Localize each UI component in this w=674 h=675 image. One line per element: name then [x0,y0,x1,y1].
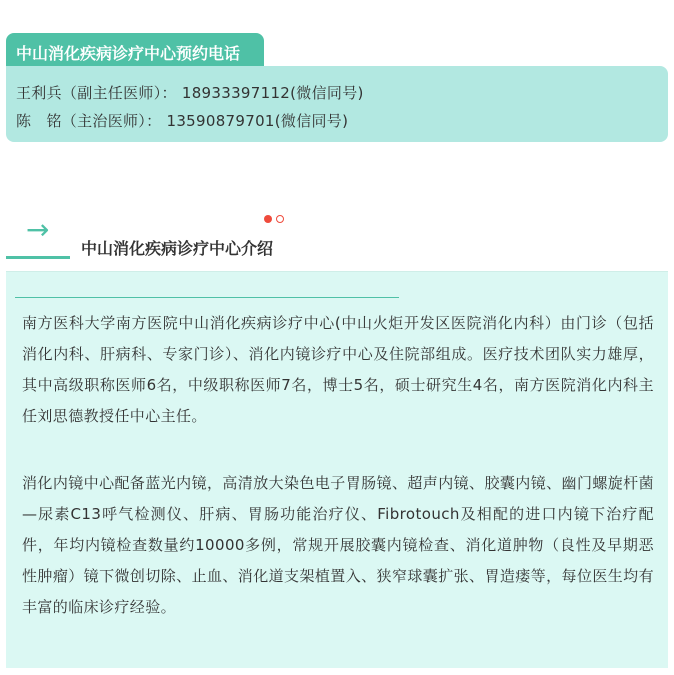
arrow-right-icon: → [26,213,50,246]
intro-paragraph-2: 消化内镜中心配备蓝光内镜，高清放大染色电子胃肠镜、超声内镜、胶囊内镜、幽门螺旋杆菌—尿素C13呼气检测仪、肝病、胃肠功能治疗仪、Fibrotouch及相配的进口内镜下治疗配件，年均内镜检查数量约10000多例，常规开展胶囊内镜检查、消化道肿物（良性及早期恶性肿瘤）镜下微创切除、止血、消化道支架植置入、狭窄球囊扩张、胃造瘘等，每位医生均有丰富的临床诊疗经验。 [22,474,654,616]
intro-box [6,271,668,668]
contact-box [6,66,668,142]
carousel-dot-active-icon [264,215,272,223]
contact-title-tab [6,33,264,67]
contact-line-wang: 王利兵（副主任医师）： 18933397112(微信同号) [16,84,364,102]
contact-line-chen: 陈 铭（主治医师）： 13590879701(微信同号) [16,112,349,130]
intro-divider [15,297,399,298]
contact-title: 中山消化疾病诊疗中心预约电话 [16,44,241,63]
intro-paragraph-1: 南方医科大学南方医院中山消化疾病诊疗中心(中山火炬开发区医院消化内科）由门诊（包括消化内科、肝病科、专家门诊）、消化内镜诊疗中心及住院部组成。医疗技术团队实力雄厚，其中高级职称医师6名，中级职称医师7名，博士5名，硕士研究生4名，南方医院消化内科主任刘思德教授任中心主任。 [22,314,654,425]
intro-title: 中山消化疾病诊疗中心介绍 [81,239,274,258]
arrow-underline [6,256,70,259]
carousel-dot-icon [276,215,284,223]
